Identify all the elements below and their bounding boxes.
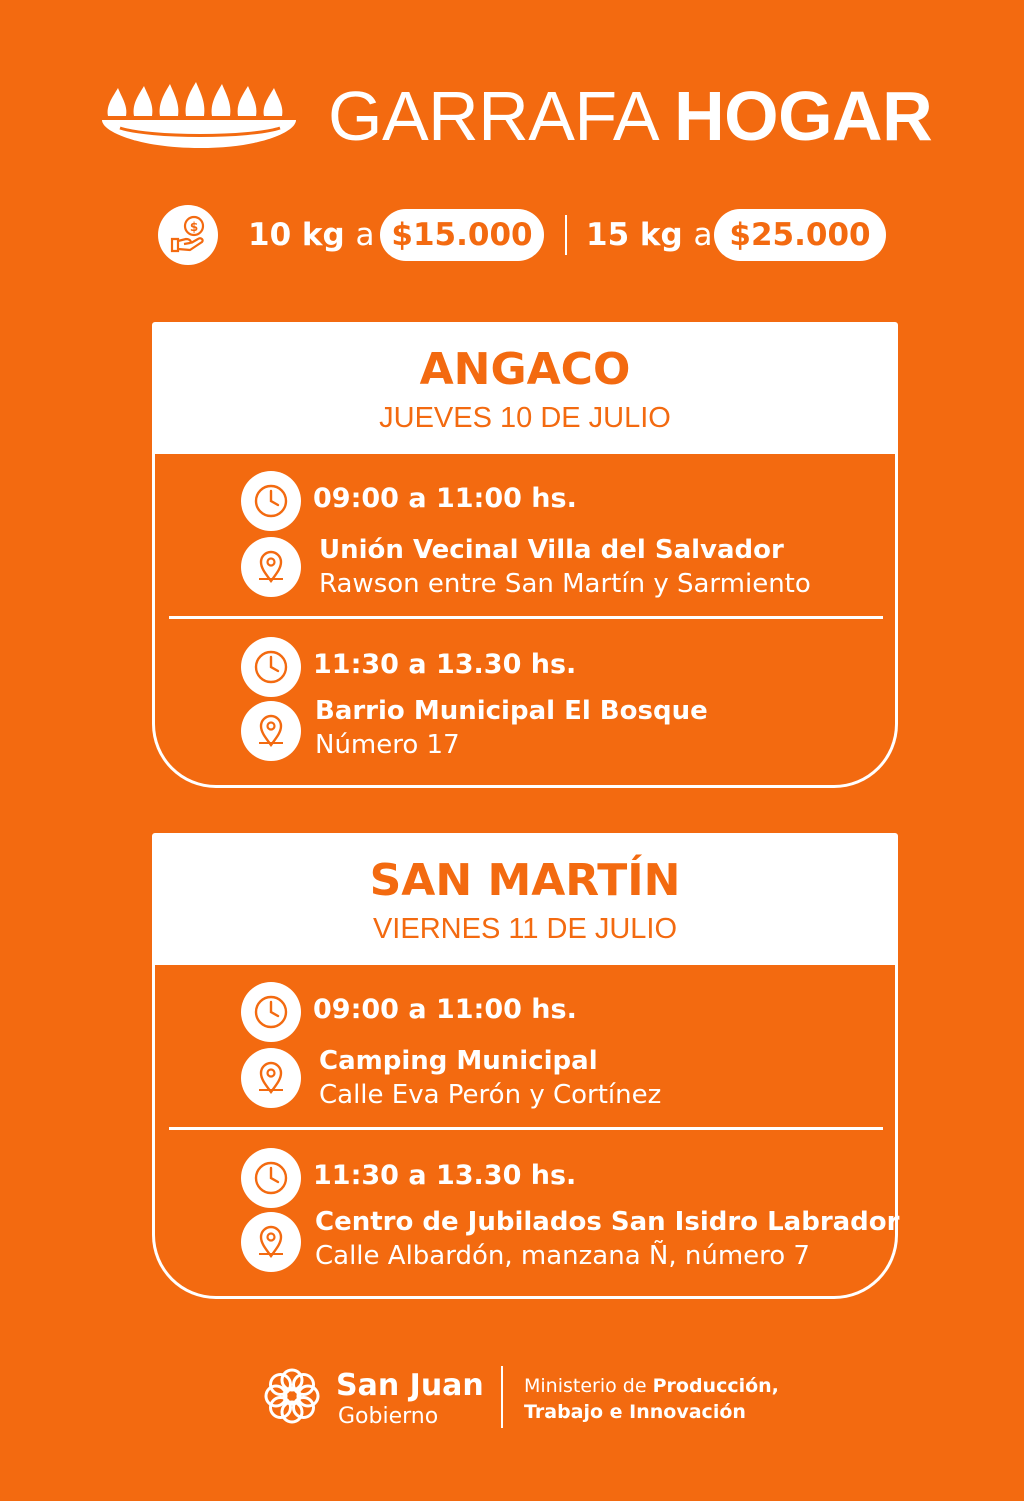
card-body [152,965,898,1299]
page-title [328,76,932,156]
event-card-angaco [152,322,898,788]
card-date: VIERNES 11 DE JULIO [372,913,678,945]
slot-time: 11:30 a 13.30 hs. [313,1160,577,1191]
footer-divider [501,1366,503,1428]
slot-divider [169,1127,883,1130]
logo-subtitle: Gobierno [338,1404,439,1429]
price-bar [158,205,898,265]
footer [256,1360,816,1440]
slot-place: Camping Municipal [319,1046,598,1076]
slot-address: Calle Eva Perón y Cortínez [319,1080,662,1110]
card-body [152,454,898,788]
price-divider [565,215,567,255]
ministry-line-2: Trabajo e Innovación [524,1401,746,1423]
clock-icon [241,1148,301,1208]
slot-divider [169,616,883,619]
card-date: JUEVES 10 DE JULIO [379,402,671,434]
svg-text:$: $ [189,220,199,234]
location-pin-icon [241,1048,301,1108]
san-juan-logo-icon [256,1360,328,1432]
location-pin-icon [241,1212,301,1272]
slot-time: 09:00 a 11:00 hs. [313,483,577,514]
ministry-line-1: Ministerio de Producción, [524,1375,779,1397]
slot-time: 11:30 a 13.30 hs. [313,649,577,680]
location-pin-icon [241,537,301,597]
price-2-pill: $25.000 [714,209,886,261]
slot-time: 09:00 a 11:00 hs. [313,994,577,1025]
card-town: ANGACO [419,344,631,395]
logo-name: San Juan [336,1368,484,1403]
slot-address: Rawson entre San Martín y Sarmiento [319,569,811,599]
money-hand-icon [158,205,218,265]
card-header [152,833,898,965]
card-town: SAN MARTÍN [369,855,681,906]
slot-place: Centro de Jubilados San Isidro Labrador [315,1207,900,1237]
event-card-san-martin [152,833,898,1299]
clock-icon [241,637,301,697]
title-light: GARRAFA [328,77,656,155]
card-header [152,322,898,454]
clock-icon [241,982,301,1042]
header [100,72,933,158]
slot-address: Número 17 [315,730,460,760]
location-pin-icon [241,701,301,761]
title-bold: HOGAR [674,77,933,155]
gas-burner-icon [100,76,300,156]
price-2-weight: 15 kg a [586,217,713,253]
clock-icon [241,471,301,531]
slot-place: Barrio Municipal El Bosque [315,696,708,726]
slot-place: Unión Vecinal Villa del Salvador [319,535,784,565]
price-1-pill: $15.000 [380,209,544,261]
slot-address: Calle Albardón, manzana Ñ, número 7 [315,1241,810,1271]
price-1-weight: 10 kg a [248,217,375,253]
